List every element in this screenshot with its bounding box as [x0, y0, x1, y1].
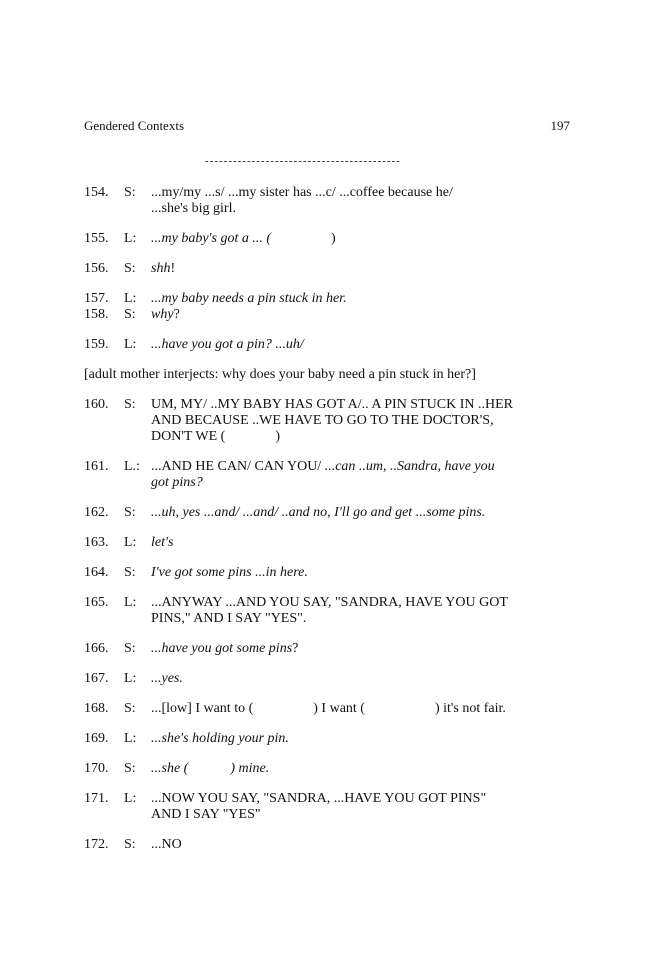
utterance-italic-segment: ...she ( — [151, 761, 189, 776]
transcript — [84, 185, 574, 867]
utterance — [151, 185, 574, 217]
transcript-turn — [84, 505, 574, 521]
speaker-label: S: — [124, 307, 136, 322]
speaker-label: L: — [124, 595, 137, 610]
utterance-segment: ) I want ( — [313, 701, 365, 716]
speaker-label: S: — [124, 505, 136, 520]
transcript-turn — [84, 731, 574, 747]
turn-number: 171. — [84, 791, 109, 806]
utterance — [151, 337, 574, 353]
speaker-label: S: — [124, 701, 136, 716]
utterance-segment: AND I SAY "YES" — [151, 807, 261, 822]
transcript-turn — [84, 565, 574, 581]
speaker-label: S: — [124, 641, 136, 656]
utterance-segment: ) — [331, 231, 336, 246]
transcript-turn — [84, 641, 574, 657]
turn-number: 166. — [84, 641, 109, 656]
speaker-label: L: — [124, 291, 137, 306]
utterance-segment: PINS," AND I SAY "YES". — [151, 611, 307, 626]
turn-number: 158. — [84, 307, 109, 322]
speaker-label: L: — [124, 731, 137, 746]
utterance-segment: ? — [292, 641, 299, 656]
transcript-turn — [84, 291, 574, 307]
utterance-segment: AND BECAUSE ..WE HAVE TO GO TO THE DOCTOR'S, — [151, 413, 494, 428]
transcript-turn — [84, 185, 574, 217]
transcript-turn — [84, 261, 574, 277]
transcript-turn — [84, 701, 574, 717]
turn-number: 168. — [84, 701, 109, 716]
utterance-segment: ...NOW YOU SAY, "SANDRA, ...HAVE YOU GOT PINS" — [151, 791, 487, 806]
turn-number: 159. — [84, 337, 109, 352]
speaker-label: S: — [124, 261, 136, 276]
turn-number: 160. — [84, 397, 109, 412]
utterance-segment: ...NO — [151, 837, 182, 852]
speaker-label: L: — [124, 535, 137, 550]
utterance-segment: UM, MY/ ..MY BABY HAS GOT A/.. A PIN STUCK IN ..HER — [151, 397, 513, 412]
utterance-italic-segment: let's — [151, 535, 174, 550]
speaker-label: S: — [124, 185, 136, 200]
transcript-turn — [84, 671, 574, 687]
utterance-italic-segment: ...have you got some pins — [151, 641, 293, 656]
utterance — [151, 231, 574, 247]
utterance-segment: ...[low] I want to ( — [151, 701, 254, 716]
speaker-label: S: — [124, 565, 136, 580]
turn-number: 167. — [84, 671, 109, 686]
page-number: 197 — [550, 118, 570, 133]
utterance-italic-segment: why — [151, 307, 174, 322]
utterance-segment: ...she's big girl. — [151, 201, 236, 216]
utterance-segment: ? — [173, 307, 180, 322]
turn-number: 161. — [84, 459, 109, 474]
turn-number: 156. — [84, 261, 109, 276]
utterance-segment: ...AND HE CAN/ CAN YOU/ — [151, 459, 325, 474]
utterance-segment: ...my/my ...s/ ...my sister has ...c/ ...coffee because he/ — [151, 185, 453, 200]
utterance-italic-segment: ...yes. — [151, 671, 183, 686]
utterance-italic-segment: shh — [151, 261, 171, 276]
utterance — [151, 565, 574, 581]
turn-number: 169. — [84, 731, 109, 746]
turn-number: 154. — [84, 185, 109, 200]
transcript-turn — [84, 761, 574, 777]
utterance — [151, 291, 574, 307]
speaker-label: L: — [124, 231, 137, 246]
editorial-note: [adult mother interjects: why does your baby need a pin stuck in her?] — [84, 367, 476, 382]
transcript-turn — [84, 791, 574, 823]
turn-number: 162. — [84, 505, 109, 520]
utterance-segment: ) it's not fair. — [434, 701, 506, 716]
utterance — [151, 459, 574, 491]
speaker-label: L: — [124, 337, 137, 352]
speaker-label: L: — [124, 671, 137, 686]
section-divider: ------------------------------------------ — [205, 155, 401, 167]
transcript-turn — [84, 337, 574, 353]
utterance — [151, 761, 574, 777]
speaker-label: L: — [124, 791, 137, 806]
utterance — [151, 701, 574, 717]
utterance-italic-segment: ...my baby's got a ... ( — [151, 231, 272, 246]
speaker-label: L.: — [124, 459, 140, 474]
utterance-segment: DON'T WE ( — [151, 429, 226, 444]
utterance — [151, 791, 574, 823]
transcript-turn — [84, 837, 574, 853]
transcript-turn — [84, 231, 574, 247]
utterance — [151, 261, 574, 277]
utterance — [151, 641, 574, 657]
utterance-italic-segment: ...have you got a pin? ...uh/ — [151, 337, 304, 352]
utterance-segment: ...ANYWAY ...AND YOU SAY, "SANDRA, HAVE YOU GOT — [151, 595, 508, 610]
transcript-turn — [84, 595, 574, 627]
running-header-title: Gendered Contexts — [84, 118, 185, 133]
transcript-turn — [84, 459, 574, 491]
turn-number: 164. — [84, 565, 109, 580]
utterance — [151, 397, 574, 445]
speaker-label: S: — [124, 761, 136, 776]
utterance-segment: ) — [275, 429, 280, 444]
utterance — [151, 731, 574, 747]
utterance-italic-segment: ...she's holding your pin. — [151, 731, 289, 746]
turn-number: 172. — [84, 837, 109, 852]
transcript-turn — [84, 397, 574, 445]
utterance-italic-segment: ...uh, yes ...and/ ...and/ ..and no, I'll go and get ...some pins. — [151, 505, 486, 520]
utterance — [151, 307, 574, 323]
turn-number: 157. — [84, 291, 109, 306]
utterance-italic-segment: ...can ..um, ..Sandra, have you — [324, 459, 495, 474]
utterance — [151, 671, 574, 687]
speaker-label: S: — [124, 397, 136, 412]
utterance-segment: ! — [170, 261, 176, 276]
utterance-italic-segment: ...my baby needs a pin stuck in her. — [151, 291, 347, 306]
utterance — [151, 535, 574, 551]
utterance-italic-segment: I've got some pins ...in here. — [151, 565, 308, 580]
utterance — [151, 595, 574, 627]
turn-number: 170. — [84, 761, 109, 776]
turn-number: 165. — [84, 595, 109, 610]
transcript-turn — [84, 535, 574, 551]
utterance-italic-segment: got pins? — [151, 475, 203, 490]
utterance-italic-segment: ) mine. — [230, 761, 270, 776]
turn-number: 163. — [84, 535, 109, 550]
speaker-label: S: — [124, 837, 136, 852]
utterance — [151, 505, 574, 521]
transcript-turn — [84, 307, 574, 323]
turn-number: 155. — [84, 231, 109, 246]
utterance — [151, 837, 574, 853]
